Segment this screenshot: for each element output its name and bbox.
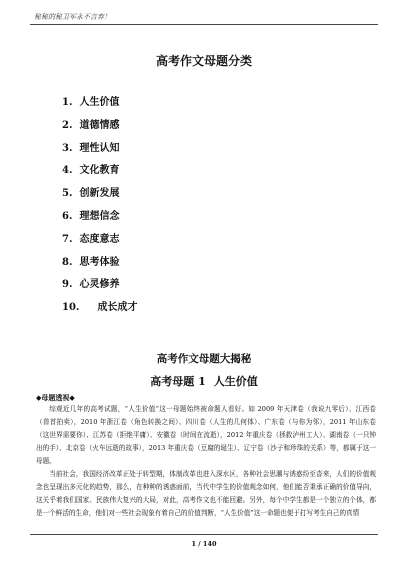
category-number: 2. (62, 119, 73, 131)
category-number: 5. (62, 188, 73, 200)
topic-number: 高考母题 1 (150, 375, 206, 388)
category-item (62, 210, 137, 233)
category-label: 心灵修养 (79, 279, 120, 291)
category-label: 文化教育 (79, 165, 120, 177)
section-subhead: ◆母题透视◆ (36, 393, 75, 402)
category-label: 态度意志 (79, 233, 120, 245)
category-item (62, 142, 137, 165)
category-list (62, 96, 137, 324)
category-item (62, 164, 137, 187)
category-number: 4. (62, 165, 73, 177)
category-number: 1. (62, 97, 73, 108)
category-number: 3. (62, 142, 73, 154)
category-item (62, 301, 137, 324)
header-rule (30, 24, 378, 25)
category-label: 理想信念 (79, 210, 120, 222)
footer-rule (30, 534, 378, 535)
category-number: 8. (62, 256, 73, 268)
category-item (62, 233, 137, 256)
header-note: 秘秘的秘卫军永不言弃！ (34, 13, 111, 21)
topic-heading (0, 373, 408, 389)
document-title: 高考作文母题分类 (155, 54, 252, 68)
body-paragraph-1: 综观近几年的高考试题，“人生价值”这一母题始终被命题人看好。如 2009 年天津卷（我说九零后）、江西卷（兽首拍卖），2010 年浙江卷（角色转换之间）、四川卷（人生的几何体）、广东卷（与你为邻），2011 年山东卷（这世界需要你）、江苏卷（拒绝平庸）、安徽卷（时间在流逝），2012 年重庆卷（拯救泸州工人）、湖南卷（一只钟出的手）、北京卷（火车远逝的故事），2013 年重庆卷（豆腐的诞生）、辽宁卷（沙子和珍珠的关系）等，都属于这一母题。 (36, 405, 376, 465)
page-number: 1 / 140 (191, 540, 217, 548)
category-label: 思考体验 (79, 256, 120, 268)
category-label: 创新发展 (79, 188, 120, 200)
topic-name: 人生价值 (213, 375, 258, 388)
category-label: 理性认知 (79, 142, 120, 154)
category-item (62, 96, 137, 119)
section-title: 高考作文母题大揭秘 (156, 353, 252, 365)
category-item (62, 256, 137, 279)
category-label: 道德情感 (79, 119, 120, 131)
category-number: 6. (62, 210, 73, 222)
category-label: 人生价值 (79, 97, 120, 108)
category-item (62, 119, 137, 142)
category-label: 成长成才 (97, 302, 138, 314)
category-number: 10. (62, 302, 80, 314)
category-item (62, 278, 137, 301)
body-paragraph-2: 当前社会，我国经济改革正处于转型期，体制改革也进入深水区，各种社会思潮与诱惑纷至沓来，人们的价值观念也呈现出多元化的趋势，那么，在种种的诱惑面前，当代中学生的价值观念如何，他们能否秉承正确的价值导向，这关乎着我们国家、民族伟大复兴的大局，对此，高考作文也不能回避。另外，每个中学生都是一个独立的个体，都是一个鲜活的生命，他们对一些社会现象有着自己的价值判断，“人生价值”这一命题也便于打写考生自己的真情 (36, 470, 376, 517)
category-number: 9. (62, 279, 73, 291)
category-number: 7. (62, 233, 73, 245)
category-item (62, 187, 137, 210)
